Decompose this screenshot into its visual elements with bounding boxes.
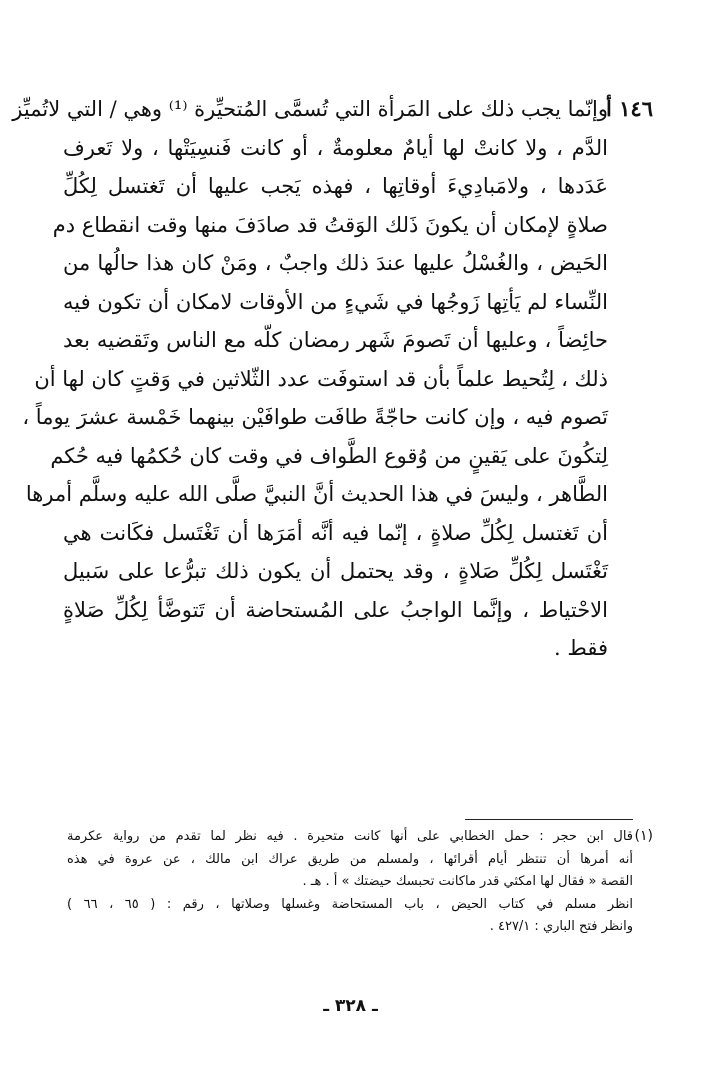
main-text-block — [12, 90, 608, 668]
footnote-line: وانظر فتح الباري : ٤٢٧/١ . — [489, 919, 633, 934]
body-line: الدَّم ، ولا كانتْ لها أيامٌ معلومةٌ ، أو كانت فَنسِيَتْها ، ولا تَعرف — [63, 135, 608, 160]
page-number: ـ ٣٢٨ ـ — [323, 996, 378, 1016]
footnote-marker: (١) — [634, 828, 653, 844]
footnote-separator — [465, 819, 633, 820]
body-line: صلاةٍ لإمكان أن يكونَ ذَلك الوَقتُ قد صادَفَ منها وقت انقطاع دم — [52, 212, 608, 237]
footnote-line: القصة « فقال لها امكثي قدر ماكانت تحبسك حيضتك » أ . هـ . — [302, 874, 633, 889]
body-line: تَغْتَسل لِكُلِّ صَلاةٍ ، وقد يحتمل أن يكون ذلك تبرُّعا على سَبيل — [63, 559, 608, 583]
body-line: الحَيض ، والغُسْلُ عليها عندَ ذلك واجبٌ ، ومَنْ كان هذا حالُها من — [63, 251, 608, 275]
body-line: عَدَدها ، ولامَبادِيءَ أوقاتِها ، فهذه يَجب عليها أن تَغتسل لِكُلِّ — [63, 174, 608, 198]
body-line: ذلك ، لِتُحيط علماً بأن قد استوفَت عدد الثّلاثين في وَقتٍ كان لها أن — [34, 366, 608, 391]
footnote-line: انظر مسلم في كتاب الحيض ، باب المستحاضة وغسلها وصلاتها ، رقم : ( ٦٥ ، ٦٦ ) — [67, 896, 633, 912]
footnote-line: قال ابن حجر : حمل الخطابي على أنها كانت متحيرة . فيه نظر لما تقدم من رواية عكرمة — [67, 829, 633, 844]
body-line: أن تَغتسل لِكُلِّ صلاةٍ ، إنّما فيه أنَّه أمَرَها أن تَغْتَسل فكَانت هي — [63, 520, 608, 545]
footnote-block — [67, 826, 633, 939]
footnote-line: أنه أمرها أن تنتظر أيام أقرائها ، ولمسلم من طريق عراك ابن مالك ، عن عروة في هذه — [67, 851, 633, 867]
body-line: تَصوم فيه ، وإن كانت حاجّةً طافَت طوافَيْن بينهما خَمْسة عشرَ يوماً ، — [22, 405, 608, 429]
body-line: النِّساء لم يَأتِها زَوجُها في شَيءٍ من الأوقات لامكان أن تكون فيه — [63, 289, 608, 314]
body-line: حائِضاً ، وعليها أن تَصومَ شَهر رمضان كلّه مع الناس وتَقضيه بعد — [63, 328, 608, 352]
body-line: وإنّما يجب ذلك على المَرأة التي تُسمَّى المُتحيِّرة ⁽¹⁾ وهي / التي لاتُميِّز — [12, 97, 608, 121]
body-line: لِتكُونَ على يَقينٍ من وُقوع الطَّواف في وقت كان حُكمُها فيه حُكم — [50, 443, 608, 468]
body-line: الاحْتياط ، وإنَّما الواجبُ على المُستحاضة أن تَتوضَّأ لِكُلِّ صَلاةٍ — [63, 597, 608, 622]
manuscript-folio-reference: ١٤٦ أ — [606, 96, 653, 121]
body-line-final: فقط . — [554, 636, 608, 660]
body-line: الطَّاهر ، وليسَ في هذا الحديث أنَّ النبيَّ صلَّى الله عليه وسلَّم أمرها — [25, 482, 608, 506]
